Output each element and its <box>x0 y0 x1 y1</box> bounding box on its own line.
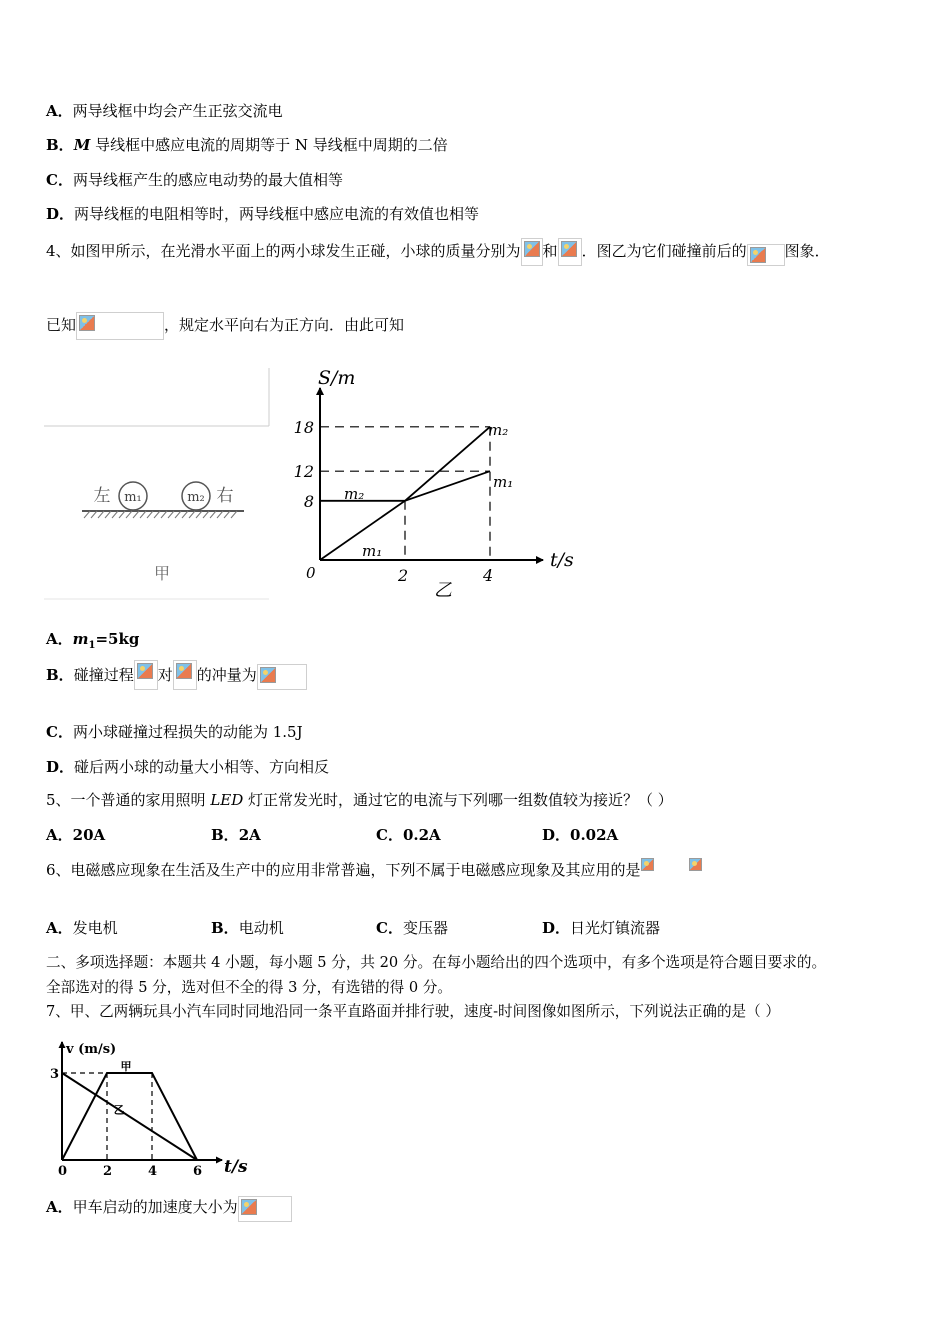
q4-stem <box>46 236 830 266</box>
section2-heading-line2: 全部选对的得 5 分，选对但不全的得 3 分，有选错的得 0 分。 <box>46 979 452 996</box>
variable-m: M <box>73 136 91 154</box>
option-label: C． <box>46 723 73 741</box>
q4-option-d <box>46 757 329 777</box>
option-text: 两导线框中均会产生正弦交流电 <box>72 102 283 120</box>
y-tick-label: 8 <box>303 491 314 511</box>
figure-jia <box>44 368 270 600</box>
curve-label-yi: 乙 <box>113 1103 125 1117</box>
subscript: 1 <box>88 640 96 651</box>
formula-image-icon <box>257 664 307 690</box>
stem-text: 5、一个普通的家用照明 <box>46 791 211 809</box>
q6-option-b <box>211 918 284 938</box>
q4-option-b <box>46 660 307 690</box>
stem-text: 4、如图甲所示，在光滑水平面上的两小球发生正碰，小球的质量分别为 <box>46 242 521 260</box>
formula-image-icon <box>558 238 582 266</box>
formula-image-icon <box>689 858 703 884</box>
q3-option-d <box>46 204 479 224</box>
curve-label-jia: 甲 <box>120 1060 132 1073</box>
vt-graph <box>44 1036 254 1178</box>
formula-image-icon <box>747 244 785 266</box>
option-text: 20A <box>72 826 106 844</box>
stem-text: 灯正常发光时，通过它的电流与下列哪一组数值较为接近？（ ） <box>243 791 673 809</box>
q6-option-d <box>542 918 660 938</box>
option-text: 两小球碰撞过程损失的动能为 1.5J <box>72 723 303 741</box>
q4-option-c <box>46 722 303 742</box>
option-label: B． <box>211 919 239 937</box>
q5-option-d <box>542 825 618 845</box>
formula-image-icon <box>173 660 197 690</box>
option-text: 0.2A <box>402 826 441 844</box>
ball-m2-label: m₂ <box>187 490 205 505</box>
figure-yi <box>288 362 598 604</box>
y-tick-label: 12 <box>293 462 314 482</box>
option-label: A． <box>46 826 73 844</box>
left-word: 左 <box>93 486 111 506</box>
x-axis-label: t/s <box>224 1157 248 1177</box>
curve-label-m1-bottom: m₁ <box>362 542 383 560</box>
option-text: 的冲量为 <box>196 666 257 684</box>
x-tick-label: 4 <box>148 1164 158 1178</box>
variable-led: LED <box>210 791 244 809</box>
q7-stem: 7、甲、乙两辆玩具小汽车同时同地沿同一条平直路面并排行驶，速度-时间图像如图所示，下列说法正确的是（ ） <box>46 1003 780 1020</box>
option-label: D． <box>46 205 75 223</box>
x-tick-label: 4 <box>483 566 494 585</box>
option-label: B． <box>46 666 74 684</box>
y-tick-label: 3 <box>50 1067 60 1082</box>
stem-text: 6、电磁感应现象在生活及生产中的应用非常普遍，下列不属于电磁感应现象及其应用的是 <box>46 861 641 879</box>
q6-option-a <box>46 918 118 938</box>
stem-text: ，规定水平向右为正方向．由此可知 <box>164 316 405 334</box>
curve-label-m2-left: m₂ <box>344 484 365 503</box>
q3-option-c <box>46 170 343 190</box>
option-label: C． <box>46 171 73 189</box>
figure-caption-jia: 甲 <box>153 564 171 583</box>
option-text: 两导线框的电阻相等时，两导线框中感应电流的有效值也相等 <box>74 205 480 223</box>
option-label: D． <box>542 919 571 937</box>
x-tick-label: 2 <box>398 566 409 585</box>
formula-image-icon <box>641 858 655 884</box>
q4-stem-2 <box>46 310 404 340</box>
option-text: 碰撞过程 <box>73 666 134 684</box>
option-text: 日光灯镇流器 <box>570 919 661 937</box>
y-axis-label: v (m/s) <box>66 1042 117 1057</box>
option-text: 变压器 <box>402 919 448 937</box>
y-tick-label: 18 <box>293 417 314 437</box>
y-axis-label: S/m <box>318 367 356 389</box>
option-text: 导线框中感应电流的周期等于 N 导线框中周期的二倍 <box>90 136 448 154</box>
option-label: C． <box>376 826 403 844</box>
q3-option-b <box>46 135 448 155</box>
q4-option-a <box>46 629 139 656</box>
option-text: 对 <box>157 666 173 684</box>
x-tick-label: 6 <box>193 1164 203 1178</box>
option-label: B． <box>46 136 74 154</box>
figure-vt <box>44 1036 254 1178</box>
option-label: A． <box>46 630 73 648</box>
option-label: A． <box>46 919 73 937</box>
q3-option-a <box>46 101 283 121</box>
st-graph <box>288 362 598 604</box>
q5-option-a <box>46 825 105 845</box>
option-text: 0.02A <box>570 826 619 844</box>
stem-text: ．图乙为它们碰撞前后的 <box>581 242 747 260</box>
x-axis-label: t/s <box>550 549 574 571</box>
option-label: A． <box>46 1198 73 1216</box>
formula-image-icon <box>238 1196 292 1222</box>
option-text: 电动机 <box>238 919 284 937</box>
stem-text: 和 <box>542 242 558 260</box>
variable-m: m <box>72 630 89 648</box>
q6-option-c <box>376 918 448 938</box>
option-text: 两导线框产生的感应电动势的最大值相等 <box>72 171 343 189</box>
curve-label-m1-right: m₁ <box>493 473 514 492</box>
formula-image-icon <box>521 238 543 266</box>
q7-option-a <box>46 1192 292 1222</box>
option-text: =5kg <box>95 630 140 648</box>
stem-text: 已知 <box>46 316 77 334</box>
q5-option-b <box>211 825 261 845</box>
ball-m1-label: m₁ <box>124 490 142 505</box>
figure-caption-yi: 乙 <box>434 580 452 601</box>
option-text: 碰后两小球的动量大小相等、方向相反 <box>74 758 330 776</box>
series-line-yi <box>62 1073 197 1160</box>
stem-text: 图象． <box>784 242 830 260</box>
x-tick-label: 2 <box>103 1164 113 1178</box>
option-label: D． <box>542 826 571 844</box>
option-label: C． <box>376 919 403 937</box>
option-text: 发电机 <box>72 919 118 937</box>
origin-label: 0 <box>306 564 316 582</box>
option-label: A． <box>46 102 73 120</box>
option-text: 甲车启动的加速度大小为 <box>72 1198 238 1216</box>
q5-stem <box>46 790 673 810</box>
formula-image-icon <box>134 660 158 690</box>
curve-label-m2-top: m₂ <box>488 420 509 439</box>
option-label: B． <box>211 826 239 844</box>
section2-heading-line1: 二、多项选择题：本题共 4 小题，每小题 5 分，共 20 分。在每小题给出的四个选项中，有多个选项是符合题目要求的。 <box>46 954 827 971</box>
ground-hatching <box>84 511 237 518</box>
q5-option-c <box>376 825 441 845</box>
formula-image-icon <box>76 312 164 340</box>
option-label: D． <box>46 758 75 776</box>
q6-stem <box>46 856 703 884</box>
option-text: 2A <box>238 826 261 844</box>
right-word: 右 <box>216 486 234 506</box>
x-tick-label: 0 <box>58 1164 68 1178</box>
